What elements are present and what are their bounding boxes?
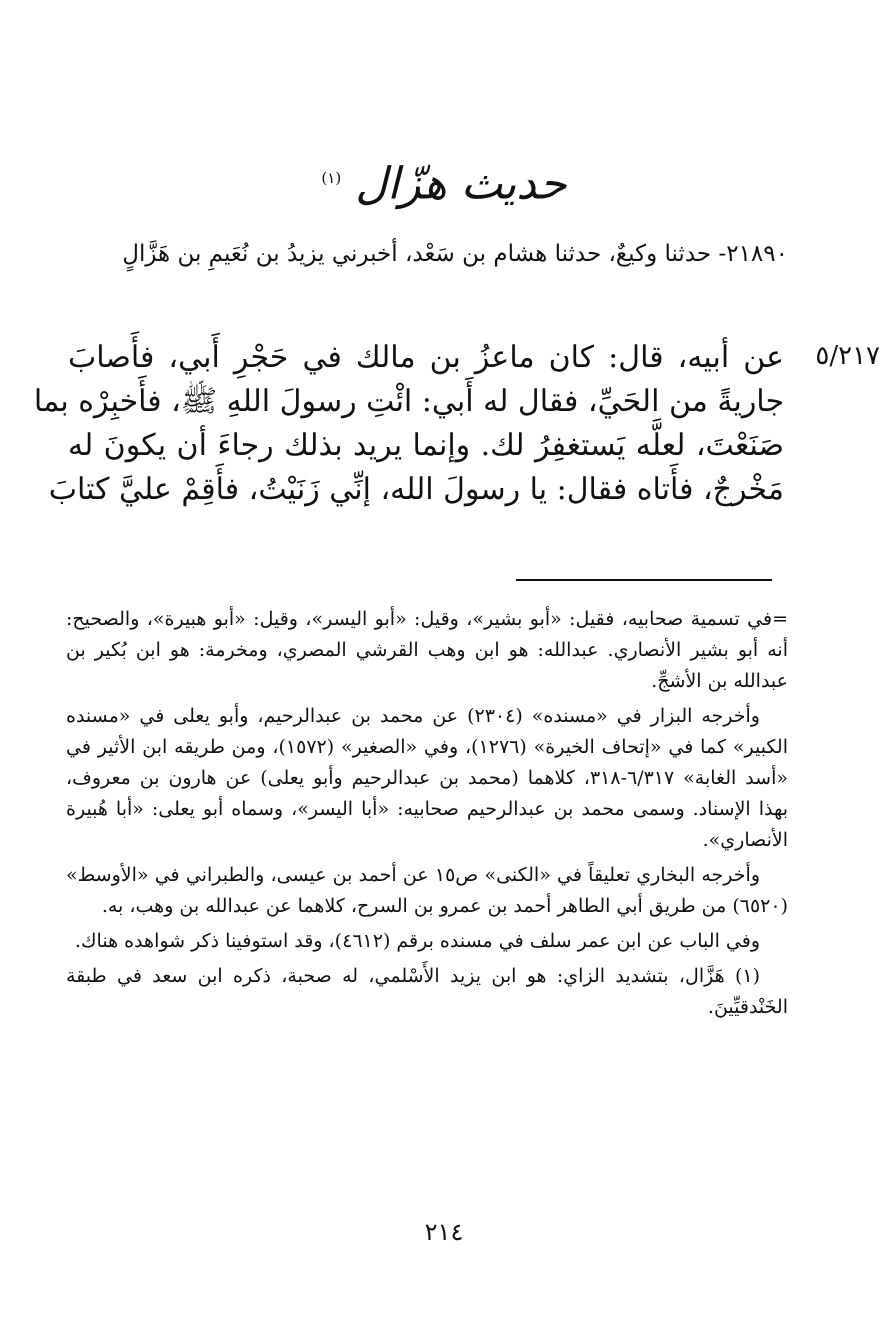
footnote-paragraph: (١) هَزَّال، بتشديد الزاي: هو ابن يزيد الأَسْلمي، له صحبة، ذكره ابن سعد في طبقة الخَنْدقيِّينَ.: [66, 965, 788, 1018]
footnote-paragraph: وأخرجه البخاري تعليقاً في «الكنى» ص١٥ عن أحمد بن عيسى، والطبراني في «الأوسط» (٦٥٢٠) من طريق أبي الطاهر أحمد بن عمرو بن السرح، كلاهما عن عبدالله بن وهب، به.: [66, 864, 788, 917]
footnotes-block: [66, 604, 788, 1023]
chapter-title: [0, 148, 888, 215]
main-text-line: عن أبيه، قال: كان ماعزُ بن مالك في حَجْرِ أَبي، فأَصابَ: [68, 340, 784, 375]
hadith-header: ٢١٨٩٠- حدثنا وكيعٌ، حدثنا هشام بن سَعْد، أخبرني يزيدُ بن نُعَيمِ بن هَزَّالٍ: [122, 241, 788, 267]
title-footnote-marker: (١): [321, 169, 342, 187]
main-text-line: صَنَعْتَ، لعلَّه يَستغفِرُ لك. وإنما يريد بذلك رجاءَ أن يكونَ له: [68, 428, 784, 463]
footnote-separator: [516, 579, 772, 581]
footnote-paragraph: وفي الباب عن ابن عمر سلف في مسنده برقم (٤٦١٢)، وقد استوفينا ذكر شواهده هناك.: [74, 930, 760, 952]
page-number: ٢١٤: [424, 1218, 464, 1246]
footnote-paragraph: وأخرجه البزار في «مسنده» (٢٣٠٤) عن محمد بن عبدالرحيم، وأبو يعلى في «مسنده الكبير» كما في «إتحاف الخيرة» (١٢٧٦)، وفي «الصغير» (١٥٧٢)، ومن طريقه ابن الأثير في «أسد الغابة» ٦/٣١٧-٣١٨، كلاهما (محمد بن عبدالرحيم وأبو يعلى) عن هارون بن معروف، بهذا الإسناد. وسمى محمد بن عبدالرحيم صحابيه: «أبا اليسر»، وسماه أبو يعلى: «أبا هُبيرة الأنصاري».: [66, 705, 788, 851]
main-text-line: جاريةً من الحَيِّ، فقال له أَبي: ائْتِ رسولَ اللهِ ﷺ، فأَخبِرْه بما: [33, 384, 784, 419]
footnote-paragraph: =في تسمية صحابيه، فقيل: «أبو بشير»، وقيل: «أبو اليسر»، وقيل: «أبو هبيرة»، والصحيح: أنه أبو بشير الأنصاري. عبدالله: هو ابن وهب القرشي المصري، ومخرمة: هو ابن بُكير بن عبدالله بن الأشجِّ.: [66, 608, 788, 692]
main-text-line: مَخْرجٌ، فأَتاه فقال: يا رسولَ الله، إنِّي زَنَيْتُ، فأَقِمْ عليَّ كتابَ: [48, 472, 784, 507]
margin-reference: ٥/٢١٧: [815, 341, 880, 371]
chapter-title-text: حديث هزّال: [355, 158, 567, 210]
